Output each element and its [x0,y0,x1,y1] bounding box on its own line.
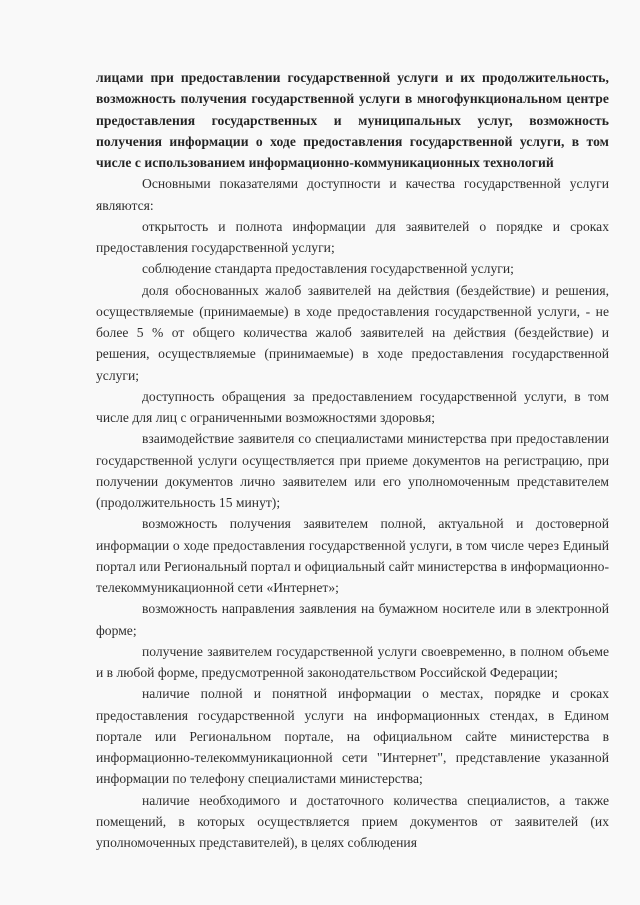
paragraph-complaints: доля обоснованных жалоб заявителей на действия (бездействие) и решения, осуществляемые (принимаемые) в ходе предоставления государственной услуги, - не более 5 % от общего количества жалоб заявителей на действия (бездействие) и решения, осуществляемые (принимаемые) в ходе предоставления государственной услуги; [96,282,609,383]
paragraph-accessibility: доступность обращения за предоставлением государственной услуги, в том числе для лиц с ограниченными возможностями здоровья; [96,388,609,425]
document-text [96,67,609,853]
paragraph-progress-info: возможность получения заявителем полной, актуальной и достоверной информации о ходе предоставления государственной услуги, в том числе через Единый портал или Региональный портал и официальный сайт министерства в информационно-телекоммуникационной сети «Интернет»; [96,516,609,595]
paragraph-information-availability: наличие полной и понятной информации о местах, порядке и сроках предоставления государственной услуги на информационных стендах, в Едином портале или Региональном портале, на официальном сайте министерства в информационно-телекоммуникационной сети "Интернет", представление указанной информации по телефону специалистами министерства; [96,686,609,787]
paragraph-openness: открытость и полнота информации для заявителей о порядке и сроках предоставления государственной услуги; [96,218,609,255]
paragraph-interaction: взаимодействие заявителя со специалистами министерства при предоставлении государственной услуги осуществляется при приеме документов на регистрацию, при получении документов лично заявителем или его уполномоченным представителем (продолжительность 15 минут); [96,431,609,510]
section-heading: лицами при предоставлении государственной услуги и их продолжительность, возможность получения государственной услуги в многофункциональном центре предоставления государственных и муниципальных услуг, возможность получения информации о ходе предоставления государственной услуги, в том числе с использованием информационно-коммуникационных технологий [96,70,609,170]
paragraph-submission-form: возможность направления заявления на бумажном носителе или в электронной форме; [96,601,609,638]
paragraph-staffing: наличие необходимого и достаточного количества специалистов, а также помещений, в которых осуществляется прием документов от заявителей (их уполномоченных представителей), в целях соблюдения [96,792,609,850]
paragraph-timely-receipt: получение заявителем государственной услуги своевременно, в полном объеме и в любой форме, предусмотренной законодательством Российской Федерации; [96,643,609,680]
paragraph-standard: соблюдение стандарта предоставления государственной услуги; [142,261,514,277]
paragraph-indicators-intro: Основными показателями доступности и качества государственной услуги являются: [96,176,609,213]
